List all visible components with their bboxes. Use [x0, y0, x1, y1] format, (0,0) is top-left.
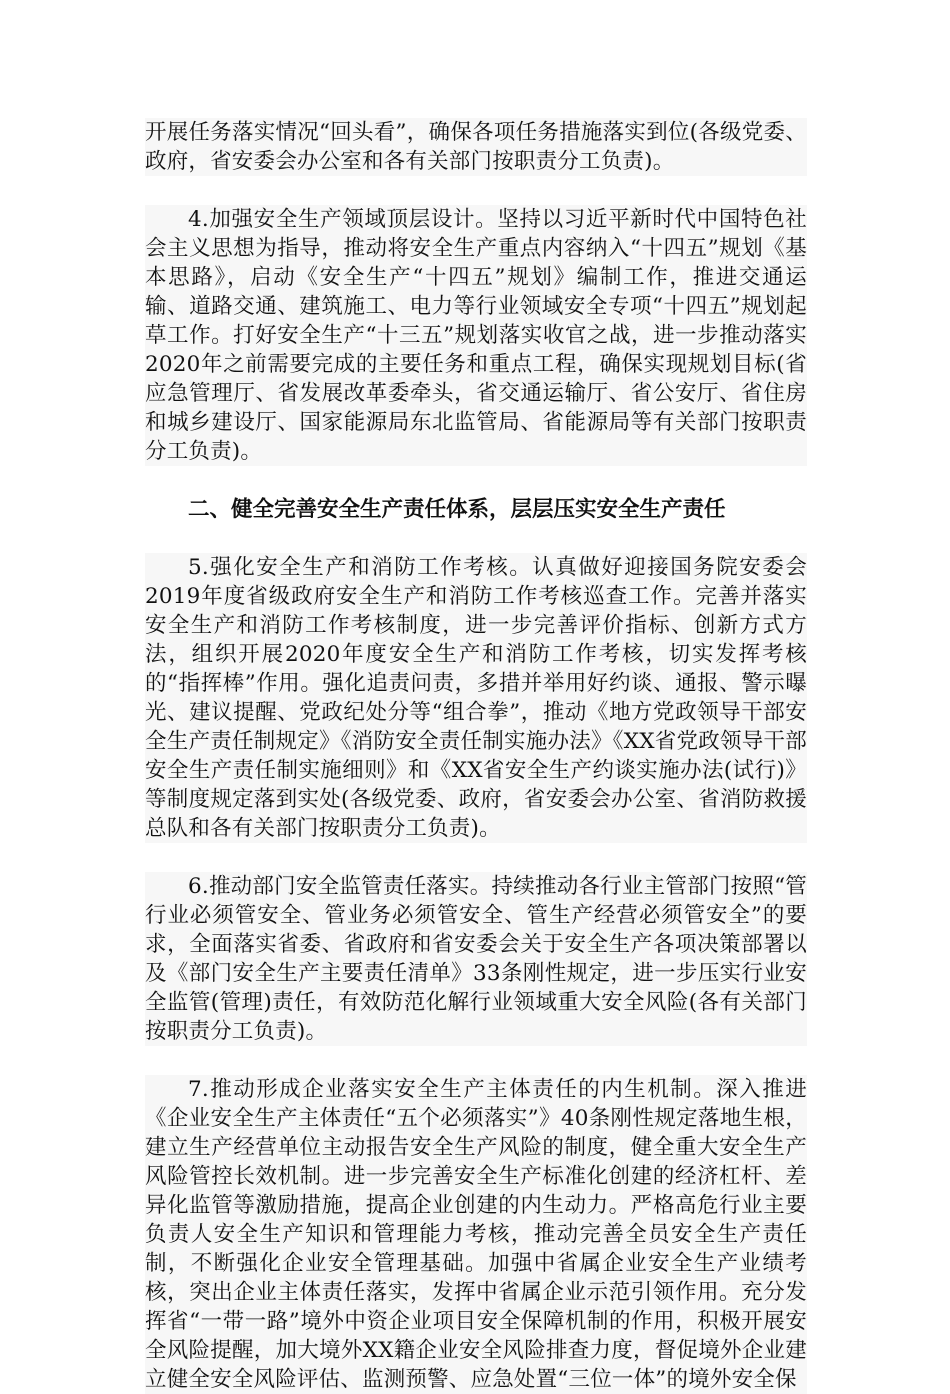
paragraph-gap	[145, 466, 807, 495]
paragraph-item-6: 6.推动部门安全监管责任落实。持续推动各行业主管部门按照“管行业必须管安全、管业务必须管安全、管生产经营必须管安全”的要求，全面落实省委、省政府和省安委会关于安全生产各项决策部署以及《部门安全生产主要责任清单》33条刚性规定，进一步压实行业安全监管(管理)责任，有效防范化解行业领域重大安全风险(各有关部门按职责分工负责)。	[145, 874, 807, 1044]
paragraph-gap	[145, 1046, 807, 1075]
paragraph-gap	[145, 176, 807, 205]
paragraph-item-4: 4.加强安全生产领域顶层设计。坚持以习近平新时代中国特色社会主义思想为指导，推动将安全生产重点内容纳入“十四五”规划《基本思路》，启动《安全生产“十四五”规划》编制工作，推进交通运输、道路交通、建筑施工、电力等行业领域安全专项“十四五”规划起草工作。打好安全生产“十三五”规划落实收官之战，进一步推动落实2020年之前需要完成的主要任务和重点工程，确保实现规划目标(省应急管理厅、省发展改革委牵头，省交通运输厅、省公安厅、省住房和城乡建设厅、国家能源局东北监管局、省能源局等有关部门按职责分工负责)。	[145, 207, 807, 464]
section-heading-2: 二、健全完善安全生产责任体系，层层压实安全生产责任	[145, 495, 807, 524]
paragraph-gap	[145, 843, 807, 872]
paragraph-continued: 开展任务落实情况“回头看”，确保各项任务措施落实到位(各级党委、政府，省安委会办公室和各有关部门按职责分工负责)。	[145, 120, 807, 174]
paragraph-item-7: 7.推动形成企业落实安全生产主体责任的内生机制。深入推进《企业安全生产主体责任“五个必须落实”》40条刚性规定落地生根，建立生产经营单位主动报告安全生产风险的制度，健全重大安全生产风险管控长效机制。进一步完善安全生产标准化创建的经济杠杆、差异化监管等激励措施，提高企业创建的内生动力。严格高危行业主要负责人安全生产知识和管理能力考核，推动完善全员安全生产责任制，不断强化企业安全管理基础。加强中省属企业安全生产业绩考核，突出企业主体责任落实，发挥中省属企业示范引领作用。充分发挥省“一带一路”境外中资企业项目安全保障机制的作用，积极开展安全风险提醒，加大境外XX籍企业安全风险排查力度，督促境外企业建立健全安全风险评估、监测预警、应急处置“三位一体”的境外安全保	[145, 1077, 807, 1392]
document-page	[145, 118, 807, 1394]
paragraph-gap	[145, 524, 807, 553]
paragraph-item-5: 5.强化安全生产和消防工作考核。认真做好迎接国务院安委会2019年度省级政府安全生产和消防工作考核巡查工作。完善并落实安全生产和消防工作考核制度，进一步完善评价指标、创新方式方法，组织开展2020年度安全生产和消防工作考核，切实发挥考核的“指挥棒”作用。强化追责问责，多措并举用好约谈、通报、警示曝光、建议提醒、党政纪处分等“组合拳”，推动《地方党政领导干部安全生产责任制规定》《消防安全责任制实施办法》《XX省党政领导干部安全生产责任制实施细则》和《XX省安全生产约谈实施办法(试行)》等制度规定落到实处(各级党委、政府，省安委会办公室、省消防救援总队和各有关部门按职责分工负责)。	[145, 555, 807, 841]
